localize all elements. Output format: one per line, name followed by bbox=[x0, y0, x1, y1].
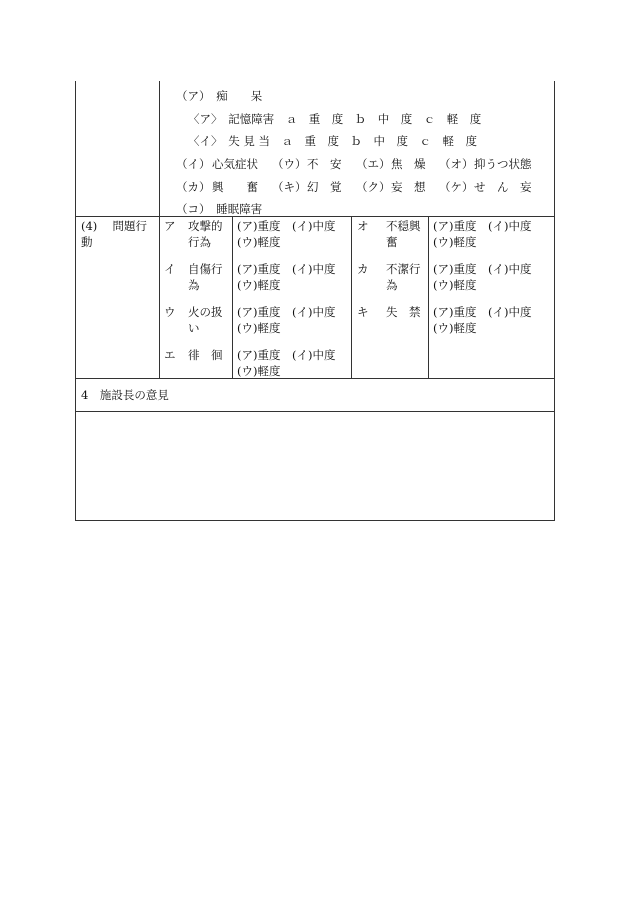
symptom-kana: （エ） bbox=[356, 157, 391, 171]
table-border-bottom bbox=[75, 520, 555, 521]
symptom-hypochondria: 心気症状 bbox=[212, 157, 258, 171]
symptom-kana: （イ） bbox=[176, 157, 211, 171]
behavior-item-kana: ウ bbox=[164, 305, 176, 319]
symptom-dementia: （ア） 痴 呆 bbox=[176, 89, 263, 103]
behavior-divider-2 bbox=[351, 216, 352, 378]
behavior-item-name: 奮 bbox=[386, 235, 398, 249]
behavior-item-name: い bbox=[188, 321, 200, 335]
behavior-item-severity: (ア)重度 (イ)中度 bbox=[237, 262, 336, 276]
symptom-delirium: せ ん 妄 bbox=[474, 180, 532, 194]
behavior-item-severity: (ウ)軽度 bbox=[433, 321, 477, 335]
behavior-item-severity: (ア)重度 (イ)中度 bbox=[433, 219, 532, 233]
symptom-delusion: 妄 想 bbox=[391, 180, 426, 194]
symptom-memory-impairment: 〈ア〉 記憶障害 ａ 重 度 ｂ 中 度 ｃ 軽 度 bbox=[188, 112, 482, 126]
behavior-item-name: 為 bbox=[386, 278, 398, 292]
behavior-item-name: 自傷行 bbox=[188, 262, 223, 276]
row-divider-symptoms bbox=[75, 216, 555, 217]
behavior-item-kana: オ bbox=[357, 219, 369, 233]
behavior-item-severity: (ウ)軽度 bbox=[237, 364, 281, 378]
symptom-anxiety: 不 安 bbox=[307, 157, 342, 171]
behavior-item-severity: (ア)重度 (イ)中度 bbox=[237, 348, 336, 362]
behavior-item-name: 失 禁 bbox=[386, 305, 421, 319]
symptom-kana: （ク） bbox=[356, 180, 391, 194]
behavior-item-name: 火の扱 bbox=[188, 305, 223, 319]
table-border-left bbox=[75, 81, 76, 521]
director-opinion-field[interactable] bbox=[77, 413, 553, 519]
behavior-item-severity: (ア)重度 (イ)中度 bbox=[237, 305, 336, 319]
behavior-item-severity: (ア)重度 (イ)中度 bbox=[237, 219, 336, 233]
behavior-item-kana: エ bbox=[164, 348, 176, 362]
symptom-kana: （オ） bbox=[439, 157, 474, 171]
behavior-item-severity: (ウ)軽度 bbox=[433, 278, 477, 292]
symptom-kana: （ケ） bbox=[439, 180, 474, 194]
behavior-item-severity: (ウ)軽度 bbox=[237, 278, 281, 292]
symptom-sleep-disorder: （コ） 睡眠障害 bbox=[176, 202, 263, 216]
behavior-divider-3 bbox=[428, 216, 429, 378]
behavior-item-name: 不穏興 bbox=[386, 219, 421, 233]
row-divider-heading bbox=[75, 411, 555, 412]
behavior-item-severity: (ア)重度 (イ)中度 bbox=[433, 305, 532, 319]
behavior-item-severity: (ア)重度 (イ)中度 bbox=[433, 262, 532, 276]
table-border-right bbox=[554, 81, 555, 521]
behavior-item-severity: (ウ)軽度 bbox=[433, 235, 477, 249]
behavior-label: (4) 問題行 bbox=[81, 219, 147, 233]
behavior-item-name: 攻撃的 bbox=[188, 219, 223, 233]
behavior-label: 動 bbox=[81, 235, 93, 249]
behavior-item-kana: カ bbox=[357, 262, 369, 276]
row-divider-behavior bbox=[75, 378, 555, 379]
director-opinion-heading: 4 施設長の意見 bbox=[81, 388, 169, 402]
label-column-divider bbox=[159, 81, 160, 379]
behavior-item-kana: ア bbox=[164, 219, 176, 233]
symptom-kana: （キ） bbox=[272, 180, 307, 194]
behavior-item-name: 為 bbox=[188, 278, 200, 292]
symptom-agitation: 焦 燥 bbox=[391, 157, 426, 171]
behavior-item-kana: キ bbox=[357, 305, 369, 319]
symptom-hallucination: 幻 覚 bbox=[307, 180, 342, 194]
behavior-item-name: 不潔行 bbox=[386, 262, 421, 276]
symptom-kana: （ウ） bbox=[272, 157, 307, 171]
symptom-excitement: 興 奮 bbox=[212, 180, 258, 194]
symptom-kana: （カ） bbox=[176, 180, 211, 194]
symptom-depression: 抑うつ状態 bbox=[474, 157, 532, 171]
behavior-item-name: 徘 徊 bbox=[188, 348, 223, 362]
behavior-item-kana: イ bbox=[164, 262, 176, 276]
behavior-item-severity: (ウ)軽度 bbox=[237, 321, 281, 335]
behavior-item-name: 行為 bbox=[188, 235, 211, 249]
behavior-divider-1 bbox=[232, 216, 233, 378]
symptom-disorientation: 〈イ〉 失 見 当 ａ 重 度 ｂ 中 度 ｃ 軽 度 bbox=[188, 134, 478, 148]
behavior-item-severity: (ウ)軽度 bbox=[237, 235, 281, 249]
